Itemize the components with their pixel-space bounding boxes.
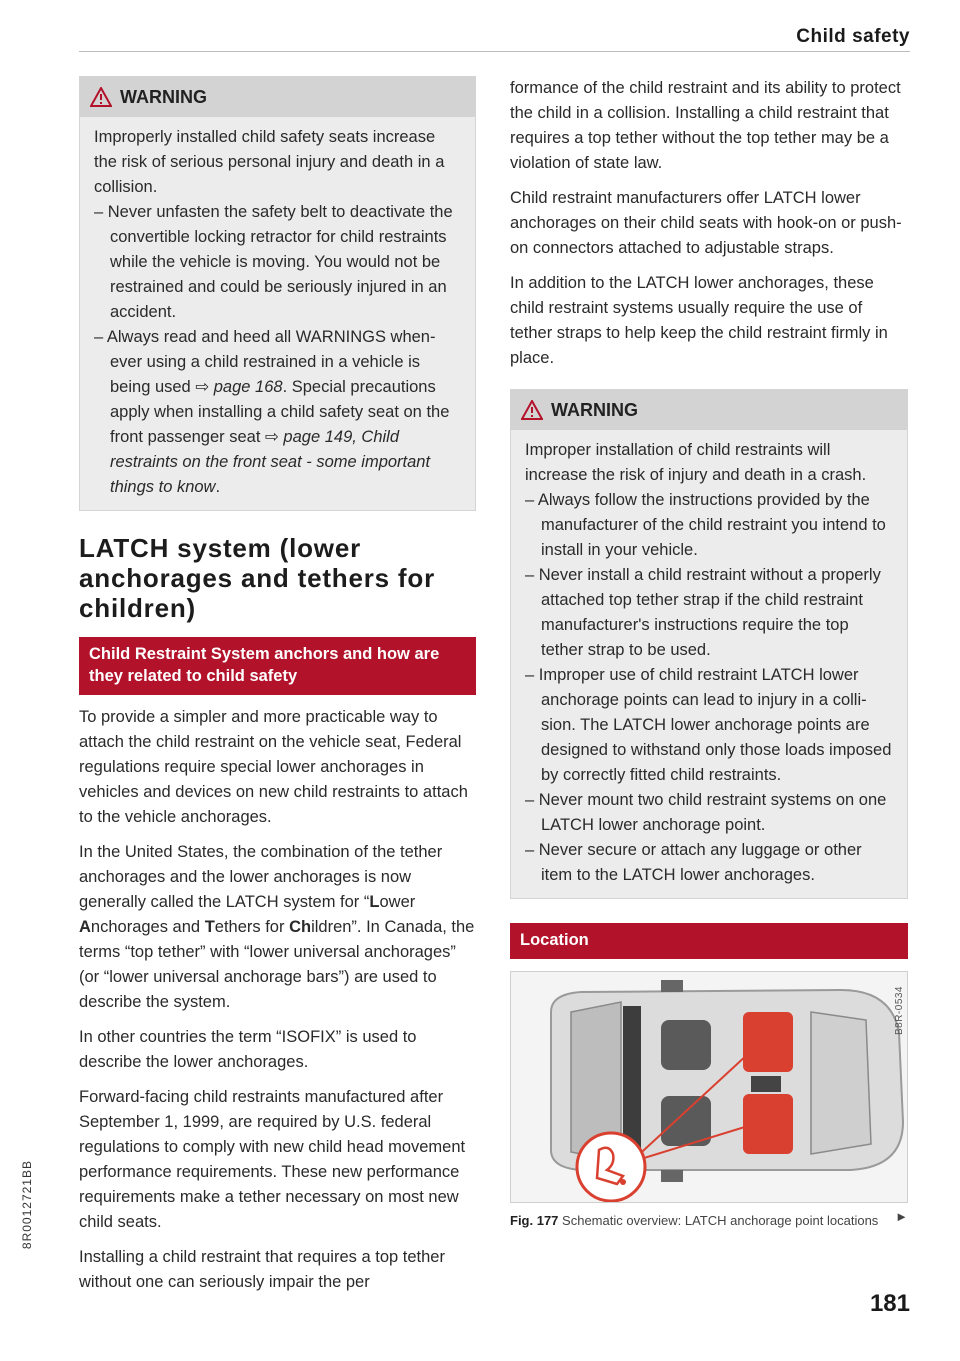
warning-item: – Never unfasten the safety belt to deactivate the convertible locking retractor for child restraints while the vehicle is moving. You would not be restrained and could be seriously injured in an accident. bbox=[94, 200, 461, 325]
figure-caption-text: Schematic overview: LATCH anchorage point locations bbox=[562, 1213, 879, 1228]
warning-list bbox=[80, 200, 475, 500]
car-top-view-illustration bbox=[511, 972, 907, 1202]
figure-caption bbox=[510, 1211, 908, 1231]
warning-header bbox=[511, 390, 907, 430]
location-section-title: Location bbox=[510, 923, 908, 959]
text-run: ethers for bbox=[214, 918, 290, 936]
warning-triangle-icon bbox=[521, 400, 543, 420]
body-paragraph: To provide a simpler and more practicable way to attach the child restraint on the vehicle seat, Federal regulations require special lower anchorages in vehicles and devices on new child restraints to attach to the vehicle anchorages. bbox=[79, 708, 468, 826]
text-run: ower bbox=[379, 893, 416, 911]
figure-label: Fig. 177 bbox=[510, 1213, 559, 1228]
warning-item: – Never install a child restraint without a properly attached top tether strap if the child restraint manufacturer's instructions require the top tether strap to be used. bbox=[525, 563, 893, 663]
warning-intro: Improperly installed child safety seats increase the risk of serious personal injury and death in a collision. bbox=[94, 128, 445, 196]
subsection-title: Child Restraint System anchors and how are they related to child safety bbox=[79, 637, 476, 695]
warning-title: WARNING bbox=[120, 86, 207, 107]
latch-location-figure bbox=[510, 971, 908, 1203]
continue-arrow-icon: ► bbox=[895, 1209, 908, 1224]
body-paragraph: In other countries the term “ISOFIX” is used to describe the lower anchorages. bbox=[79, 1028, 417, 1071]
warning-item: – Never mount two child restraint systems on one LATCH lower anchorage point. bbox=[525, 788, 893, 838]
warning-list bbox=[511, 488, 907, 888]
body-paragraph: Forward-facing child restraints manufactured after September 1, 1999, are required by U.S. federal regulations to comply with new child head movement performance requirements. These new performance requirements make a tether necessary on most new child seats. bbox=[79, 1088, 466, 1231]
header-rule bbox=[79, 51, 910, 52]
body-paragraph: formance of the child restraint and its ability to protect the child in a collision. Installing a child restraint that requires a top tether without the top tether may be a violation of state law. bbox=[510, 79, 901, 172]
warning-triangle-icon bbox=[90, 87, 112, 107]
warning-item-text: Always read and heed all WARNINGS whenever using a child restrained in a vehicle is being used bbox=[106, 328, 436, 396]
figure-code: B8R-0534 bbox=[894, 986, 905, 1036]
page-number: 181 bbox=[869, 1290, 910, 1317]
warning-item bbox=[94, 325, 461, 500]
body-paragraph: Installing a child restraint that requires a top tether without one can seriously impair the per bbox=[79, 1248, 445, 1291]
warning-title: WARNING bbox=[551, 399, 638, 420]
warning-item-text: . bbox=[215, 478, 221, 496]
body-paragraph: In addition to the LATCH lower anchorages, these child restraint systems usually require the use of tether straps to help keep the child restraint firmly in place. bbox=[510, 274, 888, 367]
warning-item: – Always follow the instructions provided by the manufacturer of the child restraint you intend to install in your vehicle. bbox=[525, 488, 893, 563]
section-title: LATCH system (lower anchorages and tethers for children) bbox=[79, 533, 435, 623]
warning-box-left bbox=[79, 76, 476, 511]
page-reference-link[interactable]: ⇨ page 149, Child restraints on the front seat - some important things to know bbox=[110, 428, 431, 496]
warning-item-text: . Special precautions apply when installing a child safety seat on the front passenger seat bbox=[110, 378, 450, 446]
warning-item: – Improper use of child restraint LATCH lower anchorage points can lead to injury in a collision. The LATCH lower anchorage points are designed to withstand only those loads imposed by correctly fitted child restraints. bbox=[525, 663, 893, 788]
text-run: ildren”. In Canada, the terms “top tether” with “lower universal anchorages” (or “lower universal anchorage bars”) are used to describe the system. bbox=[79, 918, 475, 1011]
warning-item: – Never secure or attach any luggage or other item to the LATCH lower anchorages. bbox=[525, 838, 893, 888]
warning-header bbox=[80, 77, 475, 117]
body-paragraph: Child restraint manufacturers offer LATCH lower anchorages on their child seats with hook-on or push-on connectors attached to adjustable straps. bbox=[510, 189, 902, 257]
text-run-bold: L bbox=[369, 893, 380, 911]
right-column bbox=[510, 76, 908, 1231]
page-reference-link[interactable]: ⇨ page 168 bbox=[195, 378, 283, 396]
text-run-bold: A bbox=[79, 918, 91, 936]
page-header-title: Child safety bbox=[796, 26, 910, 47]
text-run: In the United States, the combination of the tether anchorages and the lower anchorages is now generally called the LATCH system for “ bbox=[79, 843, 443, 911]
warning-box-right bbox=[510, 389, 908, 899]
body-paragraph bbox=[79, 840, 476, 1015]
text-run-bold: T bbox=[204, 918, 215, 936]
document-code: 8R0012721BB bbox=[20, 1160, 34, 1250]
left-column bbox=[79, 76, 476, 1295]
text-run-bold: Ch bbox=[289, 918, 312, 936]
warning-intro: Improper installation of child restraints will increase the risk of injury and death in a crash. bbox=[525, 441, 867, 484]
text-run: nchorages and bbox=[90, 918, 205, 936]
